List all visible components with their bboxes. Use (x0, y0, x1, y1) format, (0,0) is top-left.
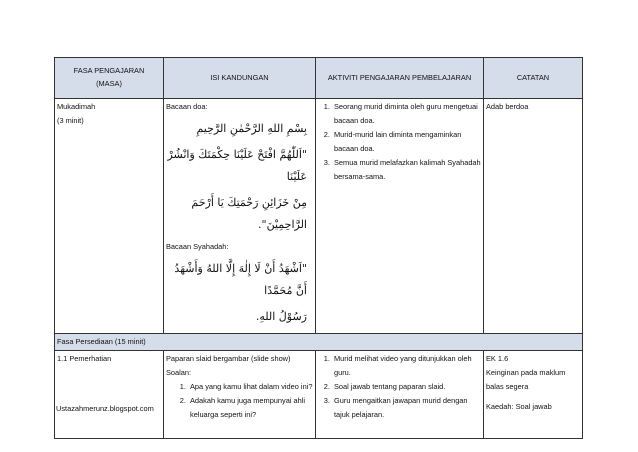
table-row-pemerhatian (55, 351, 583, 439)
note-text: Adab berdoa (486, 102, 529, 111)
arabic-doa (166, 118, 313, 236)
phase-time: (3 minit) (57, 116, 84, 126)
arabic-doa-line: مِنْ خَزَائِنِ رَحْمَتِكَ يَا أَرْحَمَ الرَّاحِمِيْنَ". (191, 196, 307, 232)
arabic-doa-line: بِسْمِ اللهِ الرَّحْمٰنِ الرَّحِيمِ (196, 122, 307, 136)
note-method: Kaedah: Soal jawab (486, 402, 552, 412)
list-item: 3. Semua murid melafazkan kalimah Syahadah bersama-sama. (332, 156, 481, 184)
header-phase-line1: FASA PENGAJARAN (73, 66, 145, 76)
list-item: 1. Murid melihat video yang ditunjukkan oleh guru. (332, 352, 481, 380)
arabic-doa-line: "اَللّٰهُمَّ افْتَحْ عَلَيْنَا حِكْمَتَكَ وَانْشُرْ عَلَيْنَا (167, 148, 307, 184)
syahadah-label: Bacaan Syahadah: (166, 242, 229, 252)
question-list (166, 380, 313, 422)
list-item: 2. Murid-murid lain diminta mengaminkan bacaan doa. (332, 128, 481, 156)
cell-notes (484, 351, 583, 439)
arabic-syahadah-line: "اَشْهَدُ أَنْ لَا إِلٰهَ إِلَّا اللهُ وَأَشْهَدُ أَنَّ مُحَمَّدًا (174, 262, 307, 298)
phase-name: Mukadimah (57, 102, 96, 111)
header-phase-line2: (MASA) (96, 79, 122, 88)
table-row-mukadimah (55, 99, 583, 334)
header-phase (55, 58, 164, 99)
list-item: 1. Apa yang kamu lihat dalam video ini? (188, 380, 313, 394)
lesson-plan-table (54, 57, 583, 439)
arabic-syahadah-line: رَسُوْلُ اللهِ. (255, 310, 307, 324)
section-title: Fasa Persediaan (15 minit) (55, 334, 583, 351)
section-row (55, 334, 583, 351)
arabic-syahadah (166, 258, 313, 328)
questions-label: Soalan: (166, 368, 192, 378)
header-notes: CATATAN (484, 58, 583, 99)
cell-phase (55, 351, 164, 439)
content-text: Paparan slaid bergambar (slide show) (166, 354, 291, 364)
doa-label: Bacaan doa: (166, 102, 208, 111)
list-item: 2. Soal jawab tentang paparan slaid. (332, 380, 481, 394)
cell-activities (316, 99, 484, 334)
header-activities: AKTIVITI PENGAJARAN PEMBELAJARAN (316, 58, 484, 99)
note-code: EK 1.6 (486, 354, 509, 364)
footer-source: Ustazahmerunz.blogspot.com (56, 404, 154, 413)
list-item: 3. Guru mengaitkan jawapan murid dengan tajuk pelajaran. (332, 394, 481, 422)
activity-list (318, 352, 481, 422)
cell-phase (55, 99, 164, 334)
list-item: 1. Seorang murid diminta oleh guru mengetuai bacaan doa. (332, 100, 481, 128)
table-header-row (55, 58, 583, 99)
phase-name: 1.1 Pemerhatian (57, 354, 112, 364)
list-item: 2. Adakah kamu juga mempunyai ahli keluarga seperti ini? (188, 394, 313, 422)
cell-notes (484, 99, 583, 334)
note-text: Keinginan pada maklum balas segera (486, 368, 566, 392)
cell-content (164, 351, 316, 439)
cell-activities (316, 351, 484, 439)
cell-content (164, 99, 316, 334)
header-content: ISI KANDUNGAN (164, 58, 316, 99)
activity-list (318, 100, 481, 184)
